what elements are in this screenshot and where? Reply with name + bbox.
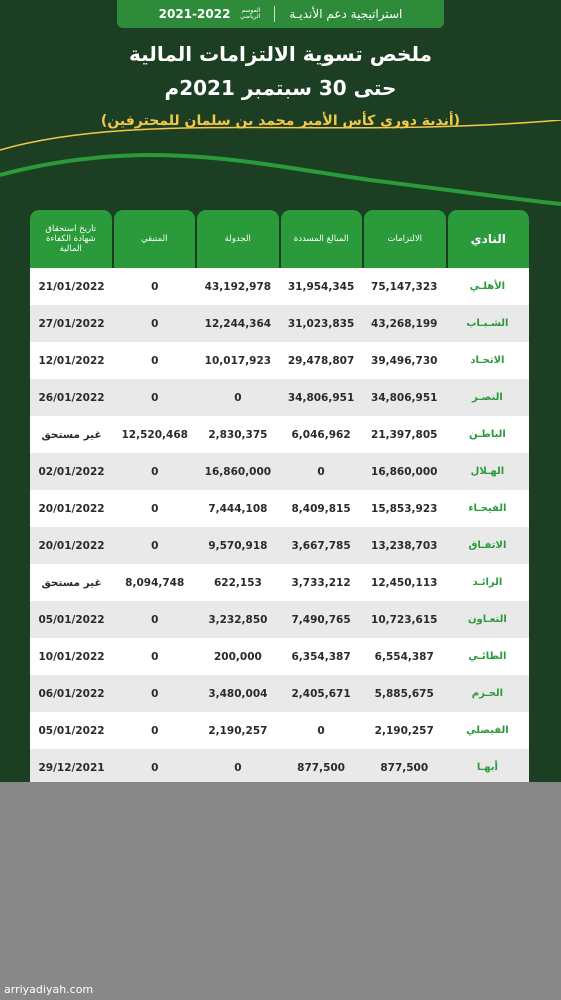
- scheduling-cell: 43,192,978: [204, 280, 272, 293]
- table-row: [30, 638, 529, 675]
- scheduling-cell: 622,153: [213, 576, 262, 589]
- paid-cell: 31,023,835: [287, 317, 355, 330]
- remaining-cell: 0: [151, 539, 159, 552]
- commitments-cell: 2,190,257: [374, 724, 434, 737]
- remaining-cell: 0: [151, 465, 159, 478]
- table-row: [30, 416, 529, 453]
- table-row: [30, 749, 529, 782]
- paid-cell: 31,954,345: [287, 280, 355, 293]
- club-name: الحـزم: [471, 688, 504, 699]
- due-date-cell: 12/01/2022: [38, 354, 105, 367]
- table-row: [30, 305, 529, 342]
- header-scheduling: الجدولة: [197, 210, 279, 268]
- commitments-cell: 39,496,730: [371, 354, 438, 367]
- scheduling-cell: 3,480,004: [208, 687, 268, 700]
- commitments-cell: 75,147,323: [371, 280, 438, 293]
- commitments-cell: 43,268,199: [371, 317, 438, 330]
- commitments-cell: 21,397,805: [371, 428, 438, 441]
- scheduling-cell: 200,000: [213, 650, 262, 663]
- decorative-waves: [0, 120, 561, 210]
- due-date-cell: غير مستحق: [41, 428, 102, 441]
- commitments-cell: 6,554,387: [374, 650, 434, 663]
- header-club: النادي: [448, 210, 530, 268]
- top-bar: [117, 0, 444, 28]
- season-label: الموسم الرياضي: [240, 7, 261, 20]
- divider: [274, 6, 275, 22]
- table-row: [30, 712, 529, 749]
- scheduling-cell: 0: [234, 761, 242, 774]
- commitments-cell: 34,806,951: [371, 391, 438, 404]
- club-name: الاتفـاق: [468, 540, 507, 551]
- header-commitments: الالتزامات: [364, 210, 446, 268]
- remaining-cell: 0: [151, 650, 159, 663]
- club-name: النصـر: [472, 392, 503, 403]
- paid-cell: 877,500: [297, 761, 345, 774]
- table-row: [30, 564, 529, 601]
- season-badge: [159, 7, 261, 21]
- scheduling-cell: 16,860,000: [204, 465, 272, 478]
- club-name: الأهلـي: [469, 281, 506, 292]
- commitments-cell: 16,860,000: [371, 465, 438, 478]
- remaining-cell: 12,520,468: [121, 428, 188, 441]
- remaining-cell: 0: [151, 317, 159, 330]
- club-name: الشـبـاب: [466, 318, 509, 329]
- due-date-cell: 10/01/2022: [38, 650, 105, 663]
- title-line-1: ملخص تسوية الالتزامات المالية: [129, 42, 432, 66]
- club-name: الفيحـاء: [468, 503, 507, 514]
- club-name: الفيصلي: [466, 725, 509, 736]
- club-name: الرائـد: [472, 577, 503, 588]
- scheduling-cell: 3,232,850: [208, 613, 268, 626]
- remaining-cell: 0: [151, 391, 159, 404]
- scheduling-cell: 0: [234, 391, 242, 404]
- header-remaining: المتبقي: [114, 210, 196, 268]
- remaining-cell: 0: [151, 280, 159, 293]
- title-line-2: حتى 30 سبتمبر 2021م: [164, 76, 397, 100]
- remaining-cell: 0: [151, 613, 159, 626]
- blank-area: [0, 782, 561, 1000]
- due-date-cell: 26/01/2022: [38, 391, 105, 404]
- remaining-cell: 0: [151, 761, 159, 774]
- club-name: الطائـي: [468, 651, 507, 662]
- watermark: arriyadiyah.com: [4, 983, 94, 996]
- strategy-label: استراتيجية دعم الأنديـة: [289, 7, 403, 21]
- remaining-cell: 0: [151, 724, 159, 737]
- commitments-cell: 877,500: [380, 761, 429, 774]
- commitments-cell: 15,853,923: [371, 502, 438, 515]
- paid-cell: 7,490,765: [291, 613, 351, 626]
- due-date-cell: 27/01/2022: [38, 317, 105, 330]
- remaining-cell: 0: [151, 354, 159, 367]
- due-date-cell: 06/01/2022: [38, 687, 105, 700]
- remaining-cell: 0: [151, 687, 159, 700]
- due-date-cell: 20/01/2022: [38, 539, 105, 552]
- paid-cell: 6,046,962: [291, 428, 351, 441]
- paid-cell: 2,405,671: [291, 687, 351, 700]
- club-name: الباطـن: [468, 429, 506, 440]
- due-date-cell: 21/01/2022: [38, 280, 105, 293]
- green-wave: [0, 155, 561, 204]
- financial-table: [30, 210, 529, 782]
- club-name: أبهـا: [476, 762, 498, 773]
- commitments-cell: 5,885,675: [374, 687, 434, 700]
- subtitle: (أندية دوري كأس الأمير محمد بن سلمان للمحترفين): [100, 113, 461, 129]
- paid-cell: 34,806,951: [287, 391, 355, 404]
- remaining-cell: 0: [151, 502, 159, 515]
- commitments-cell: 10,723,615: [371, 613, 438, 626]
- season-years: 2021-2022: [158, 7, 231, 21]
- table-row: [30, 675, 529, 712]
- club-name: التعـاون: [467, 614, 507, 625]
- header-paid: المبالغ المسددة: [281, 210, 363, 268]
- table-row: [30, 379, 529, 416]
- paid-cell: 0: [317, 465, 325, 478]
- paid-cell: 6,354,387: [291, 650, 351, 663]
- table-body: [30, 268, 529, 782]
- gold-wave: [0, 120, 561, 150]
- scheduling-cell: 9,570,918: [208, 539, 268, 552]
- scheduling-cell: 10,017,923: [204, 354, 272, 367]
- scheduling-cell: 2,830,375: [208, 428, 268, 441]
- due-date-cell: 29/12/2021: [38, 761, 105, 774]
- due-date-cell: 20/01/2022: [38, 502, 105, 515]
- table-row: [30, 490, 529, 527]
- due-date-cell: غير مستحق: [41, 576, 102, 589]
- table-row: [30, 268, 529, 305]
- paid-cell: 8,409,815: [291, 502, 351, 515]
- commitments-cell: 12,450,113: [371, 576, 438, 589]
- remaining-cell: 8,094,748: [125, 576, 185, 589]
- table-row: [30, 601, 529, 638]
- paid-cell: 3,733,212: [291, 576, 351, 589]
- header-due-date: تاريخ استحقاق شهادة الكفاءة المالية: [30, 210, 112, 268]
- due-date-cell: 05/01/2022: [38, 613, 105, 626]
- scheduling-cell: 7,444,108: [208, 502, 268, 515]
- due-date-cell: 02/01/2022: [38, 465, 105, 478]
- commitments-cell: 13,238,703: [371, 539, 438, 552]
- club-name: الاتحـاد: [470, 355, 505, 366]
- paid-cell: 3,667,785: [291, 539, 351, 552]
- paid-cell: 29,478,807: [287, 354, 355, 367]
- table-row: [30, 342, 529, 379]
- table-header: [30, 210, 529, 268]
- scheduling-cell: 2,190,257: [208, 724, 268, 737]
- due-date-cell: 05/01/2022: [38, 724, 105, 737]
- table-row: [30, 453, 529, 490]
- club-name: الهـلال: [470, 466, 505, 477]
- paid-cell: 0: [317, 724, 325, 737]
- scheduling-cell: 12,244,364: [204, 317, 272, 330]
- table-row: [30, 527, 529, 564]
